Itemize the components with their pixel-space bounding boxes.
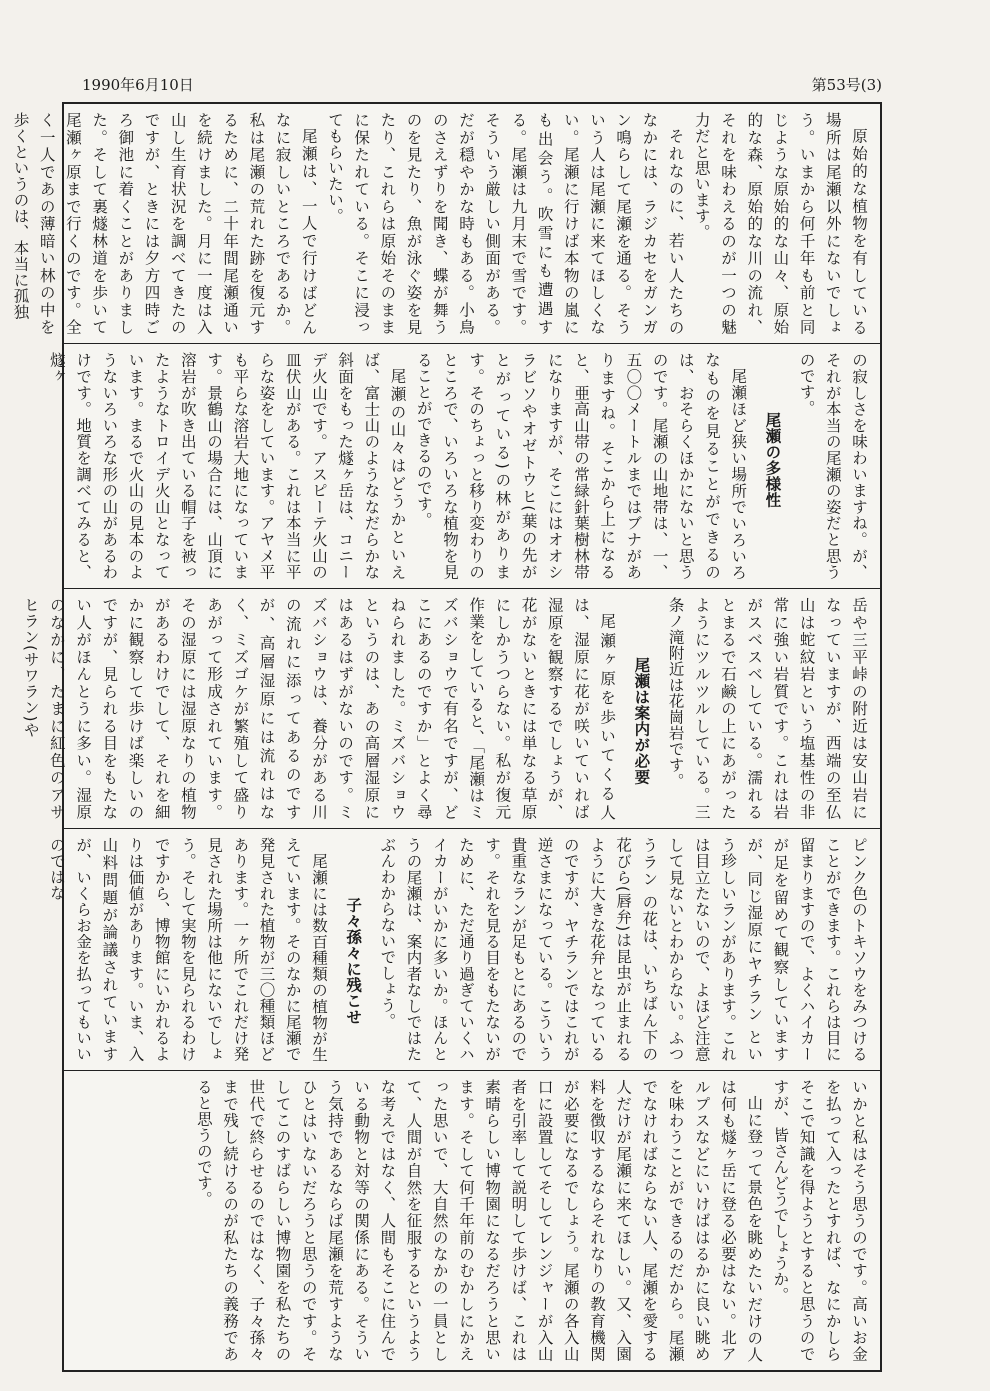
paragraph: 尾瀬は、一人で行けばどんなに寂しいところであるか。私は尾瀬の荒れた跡を復元するために、二十年間尾瀬通いを続けました。月に一度は入山し生育状況を調べてきたのですが、ときには夕方四時ごろ御池に着くことがありました。そして裏燧林道を歩いて尾瀬ヶ原まで行くのです。全く一人であの薄暗い林の中を歩くというのは、本当に孤独	[11, 112, 318, 335]
paragraph: 尾瀬の山々はどうかといえば、富士山のようななだらかな斜面をもった燧ヶ岳は、コニーデ火山です。アスピーテ火山の皿伏山がある。これは本当に平らな姿をしています。アヤメ平も平らな溶岩大地になっています。景鶴山の場合には、山頂に溶岩が吹き出ている帽子を被ったようなトロイデ火山となっています。まるで火山の見本のようないろいろな形の山があるわけです。地質を調べてみると、燧ヶ	[47, 352, 407, 580]
paragraph: 山に登って景色を眺めたいだけの人は何も燧ヶ岳に登る必要はない。北アルプスなどにいけばはるかに良い眺めを味わうことができるのだから。尾瀬でなければならない人、尾瀬を愛する人だけが尾瀬に来てほしい。又、入園料を徴収するならそれなりの教育機関が必要になるでしょう。尾瀬の各入山口に設置してそしてレンジャーが入山者を引率して説明して歩けば、これは素晴らしい博物園になるだろうと思います。そして何千年前のむかしにかえった思いで、大自然のなかの一員として、人間が自然を征服するというような考えではなく、人間もそこに住んでいる動物と対等の関係にある。そういう気持であるならば尾瀬を荒すようなひとはいないだろうと思うのです。そしてこのすばらしい博物園を私たちの世代で終らせるのではなく、子々孫々まで残し続けるのが私たちの義務であると思うのです。	[194, 1079, 764, 1362]
paragraph: ピンク色のトキソウをみつけることができます。これらは目に留まりますので、よくハイカーが足を留めて観察していますが、同じ湿原にヤチラン という珍しいランがあります。これは目立たないので、よほど注意して見ないとわからない。ふつうラン の花は、いちばん下の花びら(唇弁)は昆虫が止まれるように大きな花弁となっているのですが、ヤチランではこれが逆さまになっている。こういう貴重なランが足もとにあるのです。それを見る目をもたないがために、ただ通り過ぎていくハイカーがいかに多いか。ほんとうの尾瀬は、案内者なしではたぶんわからないでしょう。	[378, 837, 868, 1062]
article-frame	[11, 102, 882, 1372]
tier-4-text	[47, 837, 872, 1062]
issue-number: 第53号(3)	[811, 76, 882, 94]
section-heading: 尾瀬は案内が必要	[632, 657, 651, 785]
article-tier-5	[64, 1071, 880, 1370]
tier-2-text	[47, 352, 872, 580]
article-tier-4	[47, 829, 880, 1071]
article-tier-2	[47, 344, 880, 589]
section-heading: 尾瀬の多様性	[763, 412, 782, 508]
paragraph: 尾瀬ヶ原を歩いてくる人は、湿原に花が咲いていれば湿原を観察するでしょうが、花がないときには単なる草原にしかうつらない。私が復元作業をしていると、「尾瀬はミズバショウで有名ですが、どこにあるのですか」とよく尋ねられました。ミズバショウというのは、あの高層湿原にはあるはずがないのです。ミズバショウは、養分がある川の流れに添ってあるのですが、高層湿原には流れはなく、ミズゴケが繁殖して盛りあがって形成されています。その湿原には湿原なりの植物があるわけでして、それを細かに観察して歩けば楽しいのですが、見られる目をもたない人がほんとうに多い。湿原のなかに、たまに紅色のアサヒラン(サワラン)や	[21, 597, 617, 820]
tier-5-text	[72, 1079, 872, 1362]
article-tier-1	[11, 104, 880, 344]
paragraph: いかと私はそう思うのです。高いお金を払って入ったとすれば、なにかしらそこで知識を得ようとすると思うのですが、皆さんどうでしょうか。	[771, 1079, 868, 1362]
article-tier-3	[21, 589, 880, 829]
paragraph: 尾瀬ほど狭い場所でいろいろなものを見ることができるのは、おそらくほかにないと思うのです。尾瀬の山地帯は、一、五〇〇メートルまではブナがありますね。そこから上になると、亜高山帯の常緑針葉樹林帯になりますが、そこにはオオシラビソやオゼトウヒ(葉の先がとがっている)の林があります。そのちょっと移り変わりのところで、いろいろな植物を見ることができるのです。	[414, 352, 748, 580]
tier-3-text	[21, 597, 872, 820]
section-heading: 子々孫々に残こせ	[344, 897, 363, 1025]
page-header	[82, 74, 882, 98]
tier-1-text	[11, 112, 872, 335]
paragraph: 原始的な植物を有している場所は尾瀬以外にないでしょう。いまから何千年も前と同じような原始的な山々、原始的な森、原始的な川の流れ、それを味わえるのが一つの魅力だと思います。	[692, 112, 868, 335]
issue-date: 1990年6月10日	[82, 76, 194, 94]
paragraph: 岳や三平峠の附近は安山岩になっていますが、西端の至仏山は蛇紋岩という塩基性の非常に強い岩質です。これは岩がスベスベしている。濡れるとまるで石鹸の上にあがったようにツルツルしている。三条ノ滝附近は花崗岩です。	[666, 597, 868, 820]
paragraph: それなのに、若い人たちのなかには、ラジカセをガンガン鳴らして尾瀬を通る。そういう人は尾瀬に来てほしくない。尾瀬に行けば本物の嵐にも出会う。吹雪にも遭遇する。尾瀬は九月末で雪です。そういう厳しい側面がある。だが穏やかな時もある。小鳥のさえずりを聞き、蝶が舞うのを見たり、魚が泳ぐ姿を見たり、これらは原始そのままに保たれている。そこに浸ってもらいたい。	[325, 112, 685, 335]
paragraph: の寂しさを味わいますね。が、それが本当の尾瀬の姿だと思うのです。	[797, 352, 868, 580]
paragraph: 尾瀬には数百種類の植物が生えています。そのなかに尾瀬で発見された植物が三〇種類ほどあります。一ヶ所でこれだけ発見された場所は他にないでしょう。そして実物を見られるわけですから、博物館にいかれるよりは価値があります。いま、入山料問題が論議されていますが、いくらお金を払ってもいいのではな	[47, 837, 328, 1062]
